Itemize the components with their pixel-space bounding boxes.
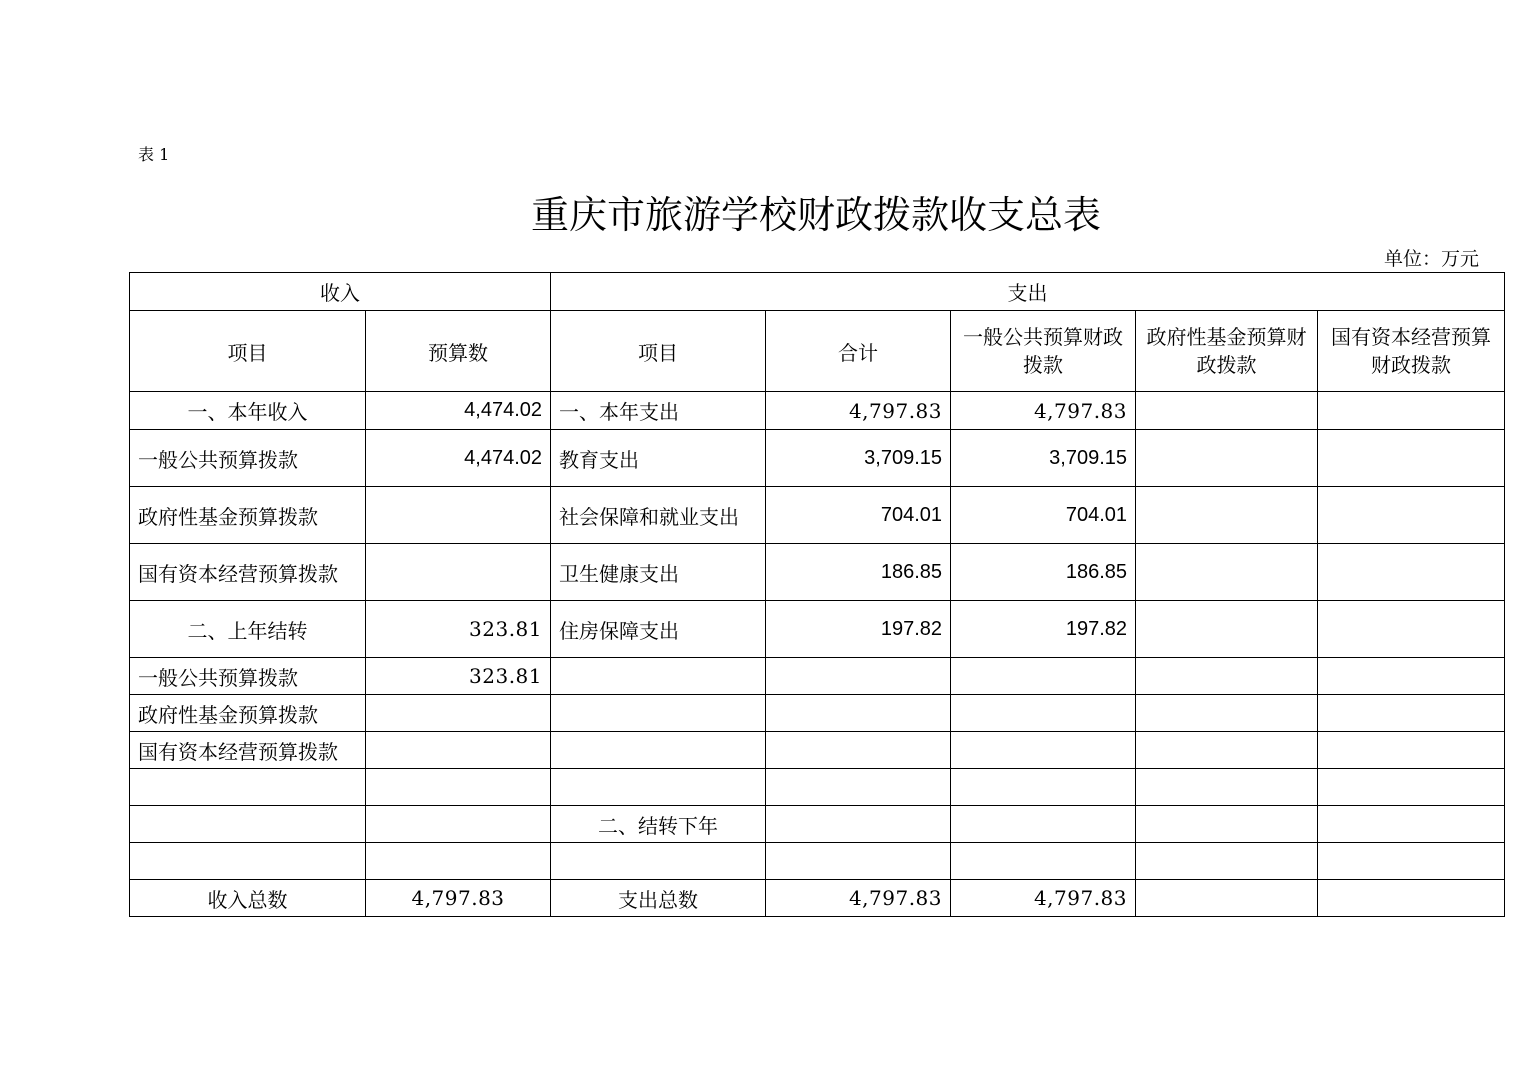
expense-item-cell — [551, 695, 766, 732]
expense-total-header: 合计 — [766, 311, 951, 392]
table-row — [130, 806, 1505, 843]
expense-state-total-value — [1318, 880, 1505, 917]
income-item-cell: 一般公共预算拨款 — [130, 430, 366, 487]
budget-table — [129, 272, 1505, 917]
income-item-cell — [130, 769, 366, 806]
expense-total-label: 支出总数 — [551, 880, 766, 917]
expense-item-cell: 社会保障和就业支出 — [551, 487, 766, 544]
expense-fund-cell — [1136, 695, 1318, 732]
table-row — [130, 430, 1505, 487]
income-item-cell: 政府性基金预算拨款 — [130, 487, 366, 544]
income-budget-cell: 4,474.02 — [366, 430, 551, 487]
table-row — [130, 392, 1505, 430]
expense-general-cell: 704.01 — [951, 487, 1136, 544]
income-total-value: 4,797.83 — [366, 880, 551, 917]
expense-state-cell — [1318, 430, 1505, 487]
totals-row — [130, 880, 1505, 917]
expense-section-header: 支出 — [551, 273, 1505, 311]
expense-total-cell — [766, 843, 951, 880]
expense-state-cell — [1318, 392, 1505, 430]
expense-state-header: 国有资本经营预算财政拨款 — [1318, 311, 1505, 392]
income-budget-cell — [366, 843, 551, 880]
column-header-row — [130, 311, 1505, 392]
section-header-row — [130, 273, 1505, 311]
expense-state-cell — [1318, 487, 1505, 544]
expense-total-cell: 197.82 — [766, 601, 951, 658]
expense-general-cell — [951, 769, 1136, 806]
expense-state-cell — [1318, 658, 1505, 695]
expense-fund-cell — [1136, 769, 1318, 806]
income-item-header: 项目 — [130, 311, 366, 392]
income-section-header: 收入 — [130, 273, 551, 311]
expense-state-cell — [1318, 806, 1505, 843]
income-item-cell: 国有资本经营预算拨款 — [130, 732, 366, 769]
expense-state-cell — [1318, 695, 1505, 732]
expense-total-cell — [766, 695, 951, 732]
table-row — [130, 843, 1505, 880]
expense-fund-cell — [1136, 601, 1318, 658]
expense-state-cell — [1318, 843, 1505, 880]
expense-item-cell — [551, 732, 766, 769]
income-budget-cell — [366, 544, 551, 601]
expense-state-cell — [1318, 769, 1505, 806]
expense-general-cell — [951, 843, 1136, 880]
expense-general-cell — [951, 695, 1136, 732]
expense-fund-cell — [1136, 487, 1318, 544]
expense-fund-total-value — [1136, 880, 1318, 917]
expense-fund-cell — [1136, 843, 1318, 880]
expense-item-cell — [551, 769, 766, 806]
income-budget-cell — [366, 695, 551, 732]
expense-general-cell: 186.85 — [951, 544, 1136, 601]
expense-general-cell — [951, 806, 1136, 843]
table-row — [130, 544, 1505, 601]
table-row — [130, 769, 1505, 806]
expense-state-cell — [1318, 601, 1505, 658]
income-budget-cell — [366, 806, 551, 843]
expense-total-cell: 3,709.15 — [766, 430, 951, 487]
expense-state-cell — [1318, 732, 1505, 769]
income-item-cell — [130, 843, 366, 880]
expense-item-cell: 住房保障支出 — [551, 601, 766, 658]
table-row — [130, 695, 1505, 732]
income-budget-cell: 323.81 — [366, 658, 551, 695]
income-budget-cell: 4,474.02 — [366, 392, 551, 430]
expense-total-value: 4,797.83 — [766, 880, 951, 917]
expense-fund-cell — [1136, 658, 1318, 695]
expense-item-cell — [551, 843, 766, 880]
income-item-cell: 一般公共预算拨款 — [130, 658, 366, 695]
table-row — [130, 601, 1505, 658]
table-row — [130, 732, 1505, 769]
expense-general-header: 一般公共预算财政拨款 — [951, 311, 1136, 392]
income-budget-header: 预算数 — [366, 311, 551, 392]
expense-general-cell — [951, 658, 1136, 695]
expense-fund-cell — [1136, 430, 1318, 487]
income-item-cell: 国有资本经营预算拨款 — [130, 544, 366, 601]
income-total-label: 收入总数 — [130, 880, 366, 917]
page-title: 重庆市旅游学校财政拨款收支总表 — [530, 193, 1101, 237]
expense-fund-cell — [1136, 392, 1318, 430]
expense-item-header: 项目 — [551, 311, 766, 392]
income-item-cell — [130, 806, 366, 843]
expense-total-cell — [766, 658, 951, 695]
expense-general-cell: 197.82 — [951, 601, 1136, 658]
expense-fund-cell — [1136, 732, 1318, 769]
expense-general-cell: 3,709.15 — [951, 430, 1136, 487]
income-item-cell: 政府性基金预算拨款 — [130, 695, 366, 732]
expense-item-cell: 一、本年支出 — [551, 392, 766, 430]
expense-general-cell — [951, 732, 1136, 769]
table-number: 表 1 — [138, 145, 170, 164]
income-budget-cell — [366, 769, 551, 806]
income-budget-cell — [366, 487, 551, 544]
expense-item-cell: 卫生健康支出 — [551, 544, 766, 601]
expense-total-cell: 704.01 — [766, 487, 951, 544]
expense-fund-header: 政府性基金预算财政拨款 — [1136, 311, 1318, 392]
expense-item-cell: 二、结转下年 — [551, 806, 766, 843]
expense-state-cell — [1318, 544, 1505, 601]
income-item-cell: 二、上年结转 — [130, 601, 366, 658]
expense-total-cell: 4,797.83 — [766, 392, 951, 430]
unit-label: 单位：万元 — [1384, 248, 1480, 270]
income-budget-cell: 323.81 — [366, 601, 551, 658]
income-item-cell: 一、本年收入 — [130, 392, 366, 430]
expense-fund-cell — [1136, 544, 1318, 601]
expense-item-cell: 教育支出 — [551, 430, 766, 487]
expense-general-cell: 4,797.83 — [951, 392, 1136, 430]
expense-fund-cell — [1136, 806, 1318, 843]
expense-total-cell — [766, 769, 951, 806]
expense-total-cell — [766, 806, 951, 843]
expense-total-cell — [766, 732, 951, 769]
table-row — [130, 487, 1505, 544]
table-row — [130, 658, 1505, 695]
expense-general-total-value: 4,797.83 — [951, 880, 1136, 917]
expense-total-cell: 186.85 — [766, 544, 951, 601]
expense-item-cell — [551, 658, 766, 695]
income-budget-cell — [366, 732, 551, 769]
